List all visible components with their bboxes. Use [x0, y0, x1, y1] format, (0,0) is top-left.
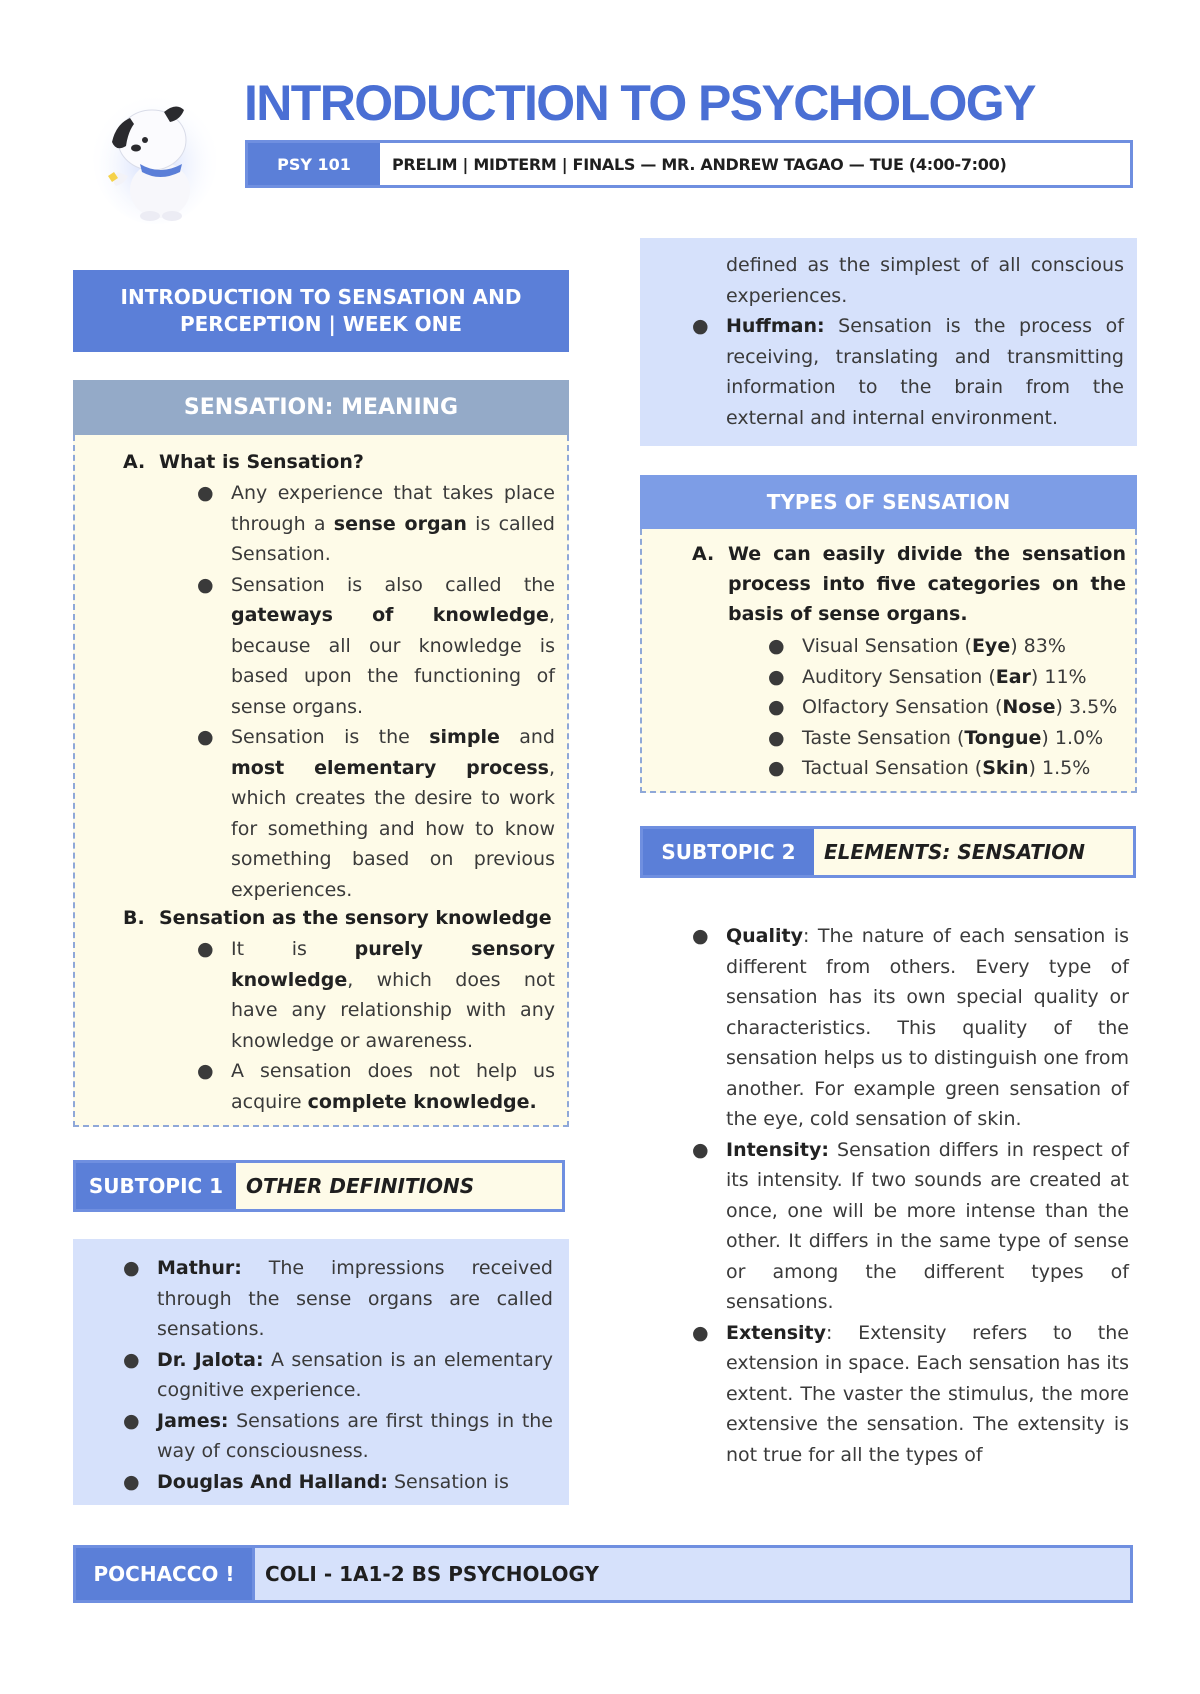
course-info-bar: [245, 140, 1133, 188]
question-a-list: [197, 478, 555, 905]
sensation-meaning-box: [73, 435, 569, 1127]
huffman-list: [692, 311, 1124, 433]
subtopic-2-tag: SUBTOPIC 2: [643, 829, 814, 875]
subtopic-1-title: OTHER DEFINITIONS: [246, 1174, 475, 1198]
question-b: B. Sensation as the sensory knowledge: [123, 907, 552, 929]
list-item: ● Douglas And Halland: Sensation is: [123, 1470, 509, 1493]
other-definitions-box: [73, 1239, 569, 1505]
footer-text: COLI - 1A1-2 BS PSYCHOLOGY: [252, 1548, 1130, 1600]
definition-continued-text: defined as the simplest of all conscious experiences.: [726, 254, 1124, 307]
list-item: ● Huffman: Sensation is the process of receiving, translating and transmitting information to the brain from the external and internal environment.: [692, 315, 1124, 429]
footer-bar: [73, 1545, 1133, 1603]
list-item: ● Olfactory Sensation (Nose) 3.5%: [768, 696, 1118, 718]
course-code-badge: PSY 101: [248, 143, 380, 185]
subtopic-2-bar: [640, 826, 1136, 878]
question-b-list: [197, 934, 555, 1117]
list-item: ● Extensity: Extensity refers to the extension in space. Each sensation has its extent. The vaster the stimulus, the more extensive the sensation. The extensity is not true for all the types of: [692, 1321, 1129, 1466]
page-title: INTRODUCTION TO PSYCHOLOGY: [244, 75, 1035, 131]
elements-section: [692, 921, 1129, 1470]
sensation-types-list: [768, 631, 1132, 784]
subtopic-1-bar: [73, 1160, 565, 1212]
list-item: ● Sensation is the simple and most elementary process, which creates the desire to work for something and how to know something based on previous experiences.: [197, 726, 555, 901]
course-schedule-text: PRELIM | MIDTERM | FINALS — MR. ANDREW TAGAO — TUE (4:00-7:00): [392, 154, 1007, 174]
definitions-list: [123, 1253, 553, 1497]
question-a: A. What is Sensation?: [123, 451, 364, 473]
week-banner: [73, 270, 569, 352]
list-item: ● Tactual Sensation (Skin) 1.5%: [768, 757, 1091, 779]
types-intro: A. We can easily divide the sensation process into five categories on the basis of sense organs.: [692, 543, 1126, 625]
list-item: ● James: Sensations are first things in the way of consciousness.: [123, 1409, 553, 1462]
week-banner-line1: INTRODUCTION TO SENSATION AND: [120, 285, 522, 309]
list-item: ● Quality: The nature of each sensation is different from others. Every type of sensation has its own special quality or characteristics. This quality of the sensation helps us to distinguish one from another. For example green sensation of the eye, cold sensation of skin.: [692, 925, 1129, 1130]
list-item: ● Sensation is also called the gateways of knowledge, because all our knowledge is based upon the functioning of sense organs.: [197, 573, 555, 718]
list-item: ● Dr. Jalota: A sensation is an elementary cognitive experience.: [123, 1348, 553, 1401]
list-item: ● Taste Sensation (Tongue) 1.0%: [768, 726, 1104, 749]
elements-list: [692, 921, 1129, 1470]
list-item: ● A sensation does not help us acquire complete knowledge.: [197, 1060, 555, 1113]
list-item: ● Visual Sensation (Eye) 83%: [768, 635, 1066, 657]
list-item: ● Mathur: The impressions received through the sense organs are called sensations.: [123, 1257, 553, 1340]
types-of-sensation-box: [640, 529, 1137, 793]
list-item: ● It is purely sensory knowledge, which does not have any relationship with any knowledge or awareness.: [197, 938, 555, 1052]
subtopic-1-tag: SUBTOPIC 1: [76, 1163, 236, 1209]
list-item: ● Intensity: Sensation differs in respect of its intensity. If two sounds are created at once, one will be more intense than the other. It differs in the same type of sense or among the different types of sensations.: [692, 1138, 1129, 1313]
pochacco-mascot-illustration: [90, 80, 220, 225]
sensation-meaning-header: SENSATION: MEANING: [73, 380, 569, 435]
subtopic-2-title: ELEMENTS: SENSATION: [824, 840, 1085, 864]
footer-tag: POCHACCO !: [76, 1548, 252, 1600]
types-of-sensation-header: TYPES OF SENSATION: [640, 475, 1137, 529]
list-item: ● Any experience that takes place through a sense organ is called Sensation.: [197, 482, 555, 565]
week-banner-line2: PERCEPTION | WEEK ONE: [179, 312, 463, 336]
list-item: ● Auditory Sensation (Ear) 11%: [768, 665, 1087, 688]
definitions-continued-box: [640, 238, 1137, 446]
